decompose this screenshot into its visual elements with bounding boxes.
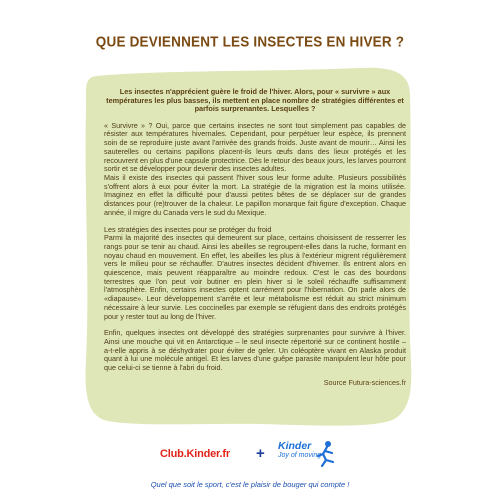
runner-figure-icon — [310, 440, 340, 468]
paragraph-surprising: Enfin, quelques insectes ont développé des stratégies surprenantes pour survivre à l'hiver. Ainsi une mouche qui vit en Antarctique – le seul insecte répertorié sur ce continent hostile – a-t-elle appris à se déshydrater pour éviter de geler. Un coléoptère vivant en Alaska produit quant à lui une molécule antigel. Et les larves d'une guêpe parasite manipulent leur hôte pour que celui-ci se tienne à l'abri du froid. — [104, 328, 406, 373]
page-title: QUE DEVIENNENT LES INSECTES EN HIVER ? — [95, 33, 405, 50]
club-kinder-logo[interactable]: Club.Kinder.fr — [160, 448, 230, 460]
kinder-logo-word: Kinder — [278, 440, 312, 452]
source-credit: Source Futura-sciences.fr — [323, 377, 406, 387]
paragraph-migration: Mais il existe des insectes qui passent l'hiver sous leur forme adulte. Plusieurs possibilités s'offrent alors à eux pour éviter la mort. La stratégie de la migration est la moins utilisée. Imaginez en effet la difficulté pour d'aussi petites bêtes de se déplacer sur de grandes distances pour (re)trouver de la chaleur. Le papillon monarque fait figure d'exception. Chaque année, il migre du Canada vers le sud du Mexique. — [104, 173, 406, 217]
intro-paragraph: Les insectes n'apprécient guère le froid de l'hiver. Alors, pour « survivre » aux températures les plus basses, ils mettent en place nombre de stratégies différentes et parfois surprenantes. Lesquelles ? — [106, 87, 404, 114]
article-body — [104, 88, 406, 387]
plus-sign: + — [256, 445, 265, 462]
section-heading-strategies: Les stratégies des insectes pour se protéger du froid — [104, 224, 272, 234]
paragraph-survive: « Survivre » ? Oui, parce que certains insectes ne sont tout simplement pas capables de résister aux températures hivernales. Cependant, pour perpétuer leur espèce, ils prennent soin de se reproduire juste avant l'arrivée des grands froids. Juste avant de mourir… Ainsi les sauterelles ou certains papillons placent-ils leurs œufs dans des lieux protégés et les recouvrent en plus d'une capsule protectrice. Dès le retour des beaux jours, les larves pourront sortir et se développer pour devenir des insectes adultes. — [104, 120, 406, 174]
footer — [0, 438, 500, 500]
paragraph-strategies: Parmi la majorité des insectes qui demeurent sur place, certains choisissent de resserrer les rangs pour se tenir au chaud. Ainsi les abeilles se regroupent-elles dans la ruche, formant en noyau chaud en mouvement. En effet, les abeilles les plus à l'extérieur migrent régulièrement vers le milieu pour se réchauffer. D'autres insectes décident d'hiverner. Ils entrent alors en quiescence, mais peuvent réapparaître au moindre redoux. C'est le cas des bourdons terrestres que l'on peut voir butiner en plein hiver si le soleil réchauffe suffisamment l'atmosphère. Enfin, certains insectes optent carrément pour l'hibernation. On parle alors de «diapause». Leur développement s'arrête et leur métabolisme est réduit au strict minimum nécessaire à leur survie. Les coccinelles par exemple se réfugient dans des endroits protégés pour y rester tout au long de l'hiver. — [104, 233, 406, 321]
kinder-joy-of-moving-logo[interactable] — [278, 440, 338, 470]
tagline: Quel que soit le sport, c'est le plaisir de bouger qui compte ! — [150, 480, 350, 489]
kinder-logo-sub: Joy of moving — [278, 452, 322, 459]
